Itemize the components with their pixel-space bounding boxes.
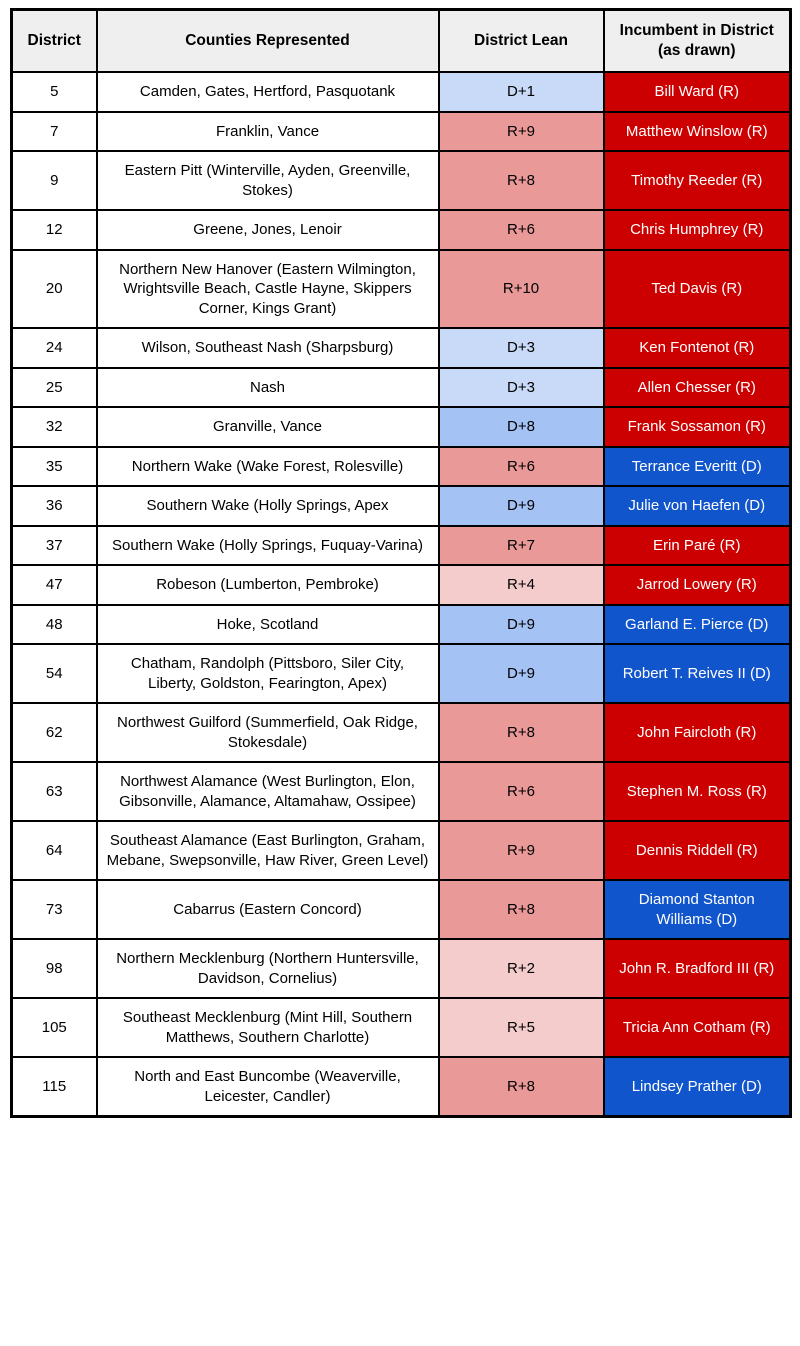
incumbent-cell: Ken Fontenot (R) bbox=[604, 328, 791, 368]
table-row bbox=[12, 72, 791, 112]
district-cell: 63 bbox=[12, 762, 97, 821]
incumbent-cell: Chris Humphrey (R) bbox=[604, 210, 791, 250]
lean-cell: R+5 bbox=[439, 998, 604, 1057]
table-row bbox=[12, 821, 791, 880]
col-header-district: District bbox=[12, 10, 97, 73]
incumbent-cell: Allen Chesser (R) bbox=[604, 368, 791, 408]
district-cell: 7 bbox=[12, 112, 97, 152]
district-cell: 54 bbox=[12, 644, 97, 703]
lean-cell: R+8 bbox=[439, 703, 604, 762]
table-row bbox=[12, 565, 791, 605]
incumbent-cell: Terrance Everitt (D) bbox=[604, 447, 791, 487]
district-cell: 20 bbox=[12, 250, 97, 329]
incumbent-cell: Jarrod Lowery (R) bbox=[604, 565, 791, 605]
table-row bbox=[12, 644, 791, 703]
table-row bbox=[12, 939, 791, 998]
incumbent-cell: Timothy Reeder (R) bbox=[604, 151, 791, 210]
lean-cell: R+6 bbox=[439, 762, 604, 821]
incumbent-cell: Stephen M. Ross (R) bbox=[604, 762, 791, 821]
district-cell: 98 bbox=[12, 939, 97, 998]
table-row bbox=[12, 368, 791, 408]
district-cell: 115 bbox=[12, 1057, 97, 1117]
col-header-counties: Counties Represented bbox=[97, 10, 439, 73]
incumbent-cell: Matthew Winslow (R) bbox=[604, 112, 791, 152]
incumbent-cell: John R. Bradford III (R) bbox=[604, 939, 791, 998]
counties-cell: Chatham, Randolph (Pittsboro, Siler City, Liberty, Goldston, Fearington, Apex) bbox=[97, 644, 439, 703]
lean-cell: R+6 bbox=[439, 447, 604, 487]
incumbent-cell: Julie von Haefen (D) bbox=[604, 486, 791, 526]
table-body bbox=[12, 72, 791, 1117]
counties-cell: Granville, Vance bbox=[97, 407, 439, 447]
col-header-lean: District Lean bbox=[439, 10, 604, 73]
lean-cell: D+3 bbox=[439, 328, 604, 368]
counties-cell: Southeast Alamance (East Burlington, Graham, Mebane, Swepsonville, Haw River, Green Level) bbox=[97, 821, 439, 880]
district-cell: 35 bbox=[12, 447, 97, 487]
lean-cell: R+9 bbox=[439, 821, 604, 880]
lean-cell: R+8 bbox=[439, 880, 604, 939]
district-cell: 24 bbox=[12, 328, 97, 368]
incumbent-cell: Frank Sossamon (R) bbox=[604, 407, 791, 447]
district-cell: 64 bbox=[12, 821, 97, 880]
table-row bbox=[12, 407, 791, 447]
counties-cell: Eastern Pitt (Winterville, Ayden, Greenville, Stokes) bbox=[97, 151, 439, 210]
lean-cell: R+8 bbox=[439, 151, 604, 210]
table-row bbox=[12, 998, 791, 1057]
lean-cell: D+8 bbox=[439, 407, 604, 447]
incumbent-cell: John Faircloth (R) bbox=[604, 703, 791, 762]
incumbent-cell: Garland E. Pierce (D) bbox=[604, 605, 791, 645]
district-cell: 9 bbox=[12, 151, 97, 210]
table-row bbox=[12, 880, 791, 939]
lean-cell: R+2 bbox=[439, 939, 604, 998]
table-row bbox=[12, 1057, 791, 1117]
incumbent-cell: Robert T. Reives II (D) bbox=[604, 644, 791, 703]
lean-cell: R+6 bbox=[439, 210, 604, 250]
district-cell: 48 bbox=[12, 605, 97, 645]
table-row bbox=[12, 112, 791, 152]
counties-cell: Franklin, Vance bbox=[97, 112, 439, 152]
counties-cell: Southern Wake (Holly Springs, Apex bbox=[97, 486, 439, 526]
counties-cell: Northern Mecklenburg (Northern Huntersville, Davidson, Cornelius) bbox=[97, 939, 439, 998]
table-row bbox=[12, 151, 791, 210]
district-cell: 47 bbox=[12, 565, 97, 605]
incumbent-cell: Diamond Stanton Williams (D) bbox=[604, 880, 791, 939]
table-row bbox=[12, 328, 791, 368]
table-row bbox=[12, 703, 791, 762]
table-row bbox=[12, 250, 791, 329]
counties-cell: Northern Wake (Wake Forest, Rolesville) bbox=[97, 447, 439, 487]
table-row bbox=[12, 605, 791, 645]
lean-cell: D+1 bbox=[439, 72, 604, 112]
table-row bbox=[12, 762, 791, 821]
district-cell: 12 bbox=[12, 210, 97, 250]
col-header-incumbent: Incumbent in District (as drawn) bbox=[604, 10, 791, 73]
district-cell: 73 bbox=[12, 880, 97, 939]
counties-cell: Hoke, Scotland bbox=[97, 605, 439, 645]
lean-cell: D+9 bbox=[439, 605, 604, 645]
incumbent-cell: Dennis Riddell (R) bbox=[604, 821, 791, 880]
incumbent-cell: Bill Ward (R) bbox=[604, 72, 791, 112]
counties-cell: Southeast Mecklenburg (Mint Hill, Southern Matthews, Southern Charlotte) bbox=[97, 998, 439, 1057]
lean-cell: D+3 bbox=[439, 368, 604, 408]
table-row bbox=[12, 447, 791, 487]
district-lean-table bbox=[10, 8, 792, 1118]
header-row bbox=[12, 10, 791, 73]
counties-cell: Northwest Guilford (Summerfield, Oak Ridge, Stokesdale) bbox=[97, 703, 439, 762]
counties-cell: Wilson, Southeast Nash (Sharpsburg) bbox=[97, 328, 439, 368]
lean-cell: R+4 bbox=[439, 565, 604, 605]
table-row bbox=[12, 210, 791, 250]
district-cell: 36 bbox=[12, 486, 97, 526]
lean-cell: R+10 bbox=[439, 250, 604, 329]
counties-cell: Southern Wake (Holly Springs, Fuquay-Varina) bbox=[97, 526, 439, 566]
incumbent-cell: Ted Davis (R) bbox=[604, 250, 791, 329]
counties-cell: Greene, Jones, Lenoir bbox=[97, 210, 439, 250]
incumbent-cell: Tricia Ann Cotham (R) bbox=[604, 998, 791, 1057]
lean-cell: D+9 bbox=[439, 644, 604, 703]
district-cell: 37 bbox=[12, 526, 97, 566]
lean-cell: R+7 bbox=[439, 526, 604, 566]
counties-cell: Nash bbox=[97, 368, 439, 408]
counties-cell: Northern New Hanover (Eastern Wilmington, Wrightsville Beach, Castle Hayne, Skippers Corner, Kings Grant) bbox=[97, 250, 439, 329]
incumbent-cell: Lindsey Prather (D) bbox=[604, 1057, 791, 1117]
lean-cell: D+9 bbox=[439, 486, 604, 526]
district-cell: 105 bbox=[12, 998, 97, 1057]
counties-cell: Northwest Alamance (West Burlington, Elon, Gibsonville, Alamance, Altamahaw, Ossipee) bbox=[97, 762, 439, 821]
counties-cell: Cabarrus (Eastern Concord) bbox=[97, 880, 439, 939]
counties-cell: Camden, Gates, Hertford, Pasquotank bbox=[97, 72, 439, 112]
district-cell: 62 bbox=[12, 703, 97, 762]
lean-cell: R+8 bbox=[439, 1057, 604, 1117]
counties-cell: North and East Buncombe (Weaverville, Leicester, Candler) bbox=[97, 1057, 439, 1117]
counties-cell: Robeson (Lumberton, Pembroke) bbox=[97, 565, 439, 605]
district-cell: 5 bbox=[12, 72, 97, 112]
district-cell: 32 bbox=[12, 407, 97, 447]
incumbent-cell: Erin Paré (R) bbox=[604, 526, 791, 566]
table-row bbox=[12, 486, 791, 526]
district-cell: 25 bbox=[12, 368, 97, 408]
table-row bbox=[12, 526, 791, 566]
lean-cell: R+9 bbox=[439, 112, 604, 152]
